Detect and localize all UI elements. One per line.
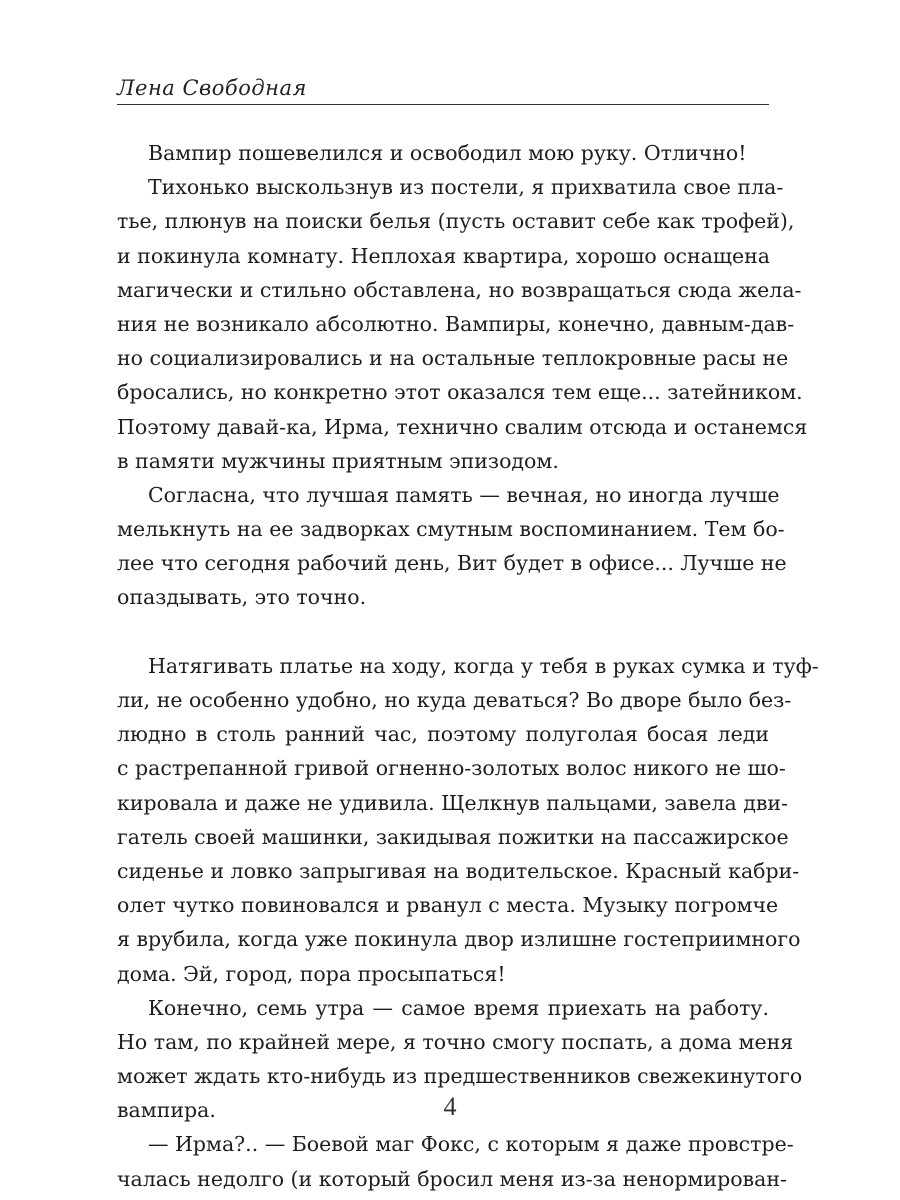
section-break <box>117 615 769 649</box>
text-line: чалась недолго (и который бросил меня из-за ненормирован- <box>117 1166 787 1191</box>
text-line: олет чутко повиновался и рванул с места. Музыку погромче <box>117 893 779 918</box>
text-line: мелькнуть на ее задворках смутным воспоминанием. Тем бо- <box>117 517 785 542</box>
running-head <box>117 72 769 104</box>
text-line: тье, плюнув на поиски белья (пусть оставит себе как трофей), <box>117 209 795 234</box>
text-line: кировала и даже не удивила. Щелкнув пальцами, завела дви- <box>117 790 788 815</box>
text-line: Согласна, что лучшая память — вечная, но иногда лучше <box>148 482 780 507</box>
text-line: опаздывать, это точно. <box>117 585 367 610</box>
text-line: магически и стильно обставлена, но возвращаться сюда жела- <box>117 277 802 302</box>
author-name: Лена Свободная <box>117 76 307 100</box>
body-text <box>117 136 819 1196</box>
text-line: но социализировались и на остальные теплокровные расы не <box>117 346 789 371</box>
text-line: с растрепанной гривой огненно-золотых волос никого не шо- <box>117 756 786 781</box>
text-line: Конечно, семь утра — самое время приехать на работу. <box>148 995 769 1020</box>
text-line: лее что сегодня рабочий день, Вит будет в офисе... Лучше не <box>117 551 787 576</box>
text-line: я врубила, когда уже покинула двор излишне гостеприимного <box>117 927 801 952</box>
text-line: дома. Эй, город, пора просыпаться! <box>117 961 506 986</box>
text-line: ния не возникало абсолютно. Вампиры, конечно, давным-дав- <box>117 311 795 336</box>
header-rule <box>117 104 769 105</box>
text-line: бросались, но конкретно этот оказался тем еще... затейником. <box>117 380 803 405</box>
text-line: Тихонько выскользнув из постели, я прихватила свое пла- <box>148 175 784 200</box>
text-line: Вампир пошевелился и освободил мою руку. Отлично! <box>148 141 747 165</box>
text-line: — Ирма?.. — Боевой маг Фокс, с которым я даже провстре- <box>148 1132 794 1157</box>
text-line: сиденье и ловко запрыгивая на водительское. Красный кабри- <box>117 858 800 883</box>
text-line: Поэтому давай-ка, Ирма, технично свалим отсюда и останемся <box>117 414 808 439</box>
text-line: людно в столь ранний час, поэтому полуголая босая леди <box>117 722 769 747</box>
text-line: и покинула комнату. Неплохая квартира, хорошо оснащена <box>117 243 770 268</box>
page-number: 4 <box>443 1092 457 1121</box>
text-line: может ждать кто-нибудь из предшественников свежекинутого <box>117 1064 803 1089</box>
text-line: Натягивать платье на ходу, когда у тебя в руках сумка и туф- <box>148 653 819 678</box>
text-line: Но там, по крайней мере, я точно смогу поспать, а дома меня <box>117 1029 794 1054</box>
text-line: ли, не особенно удобно, но куда деваться? Во дворе было без- <box>117 688 792 712</box>
text-line: в памяти мужчины приятным эпизодом. <box>117 448 559 473</box>
text-line: вампира. <box>117 1098 216 1123</box>
text-line: гатель своей машинки, закидывая пожитки на пассажирское <box>117 824 789 849</box>
